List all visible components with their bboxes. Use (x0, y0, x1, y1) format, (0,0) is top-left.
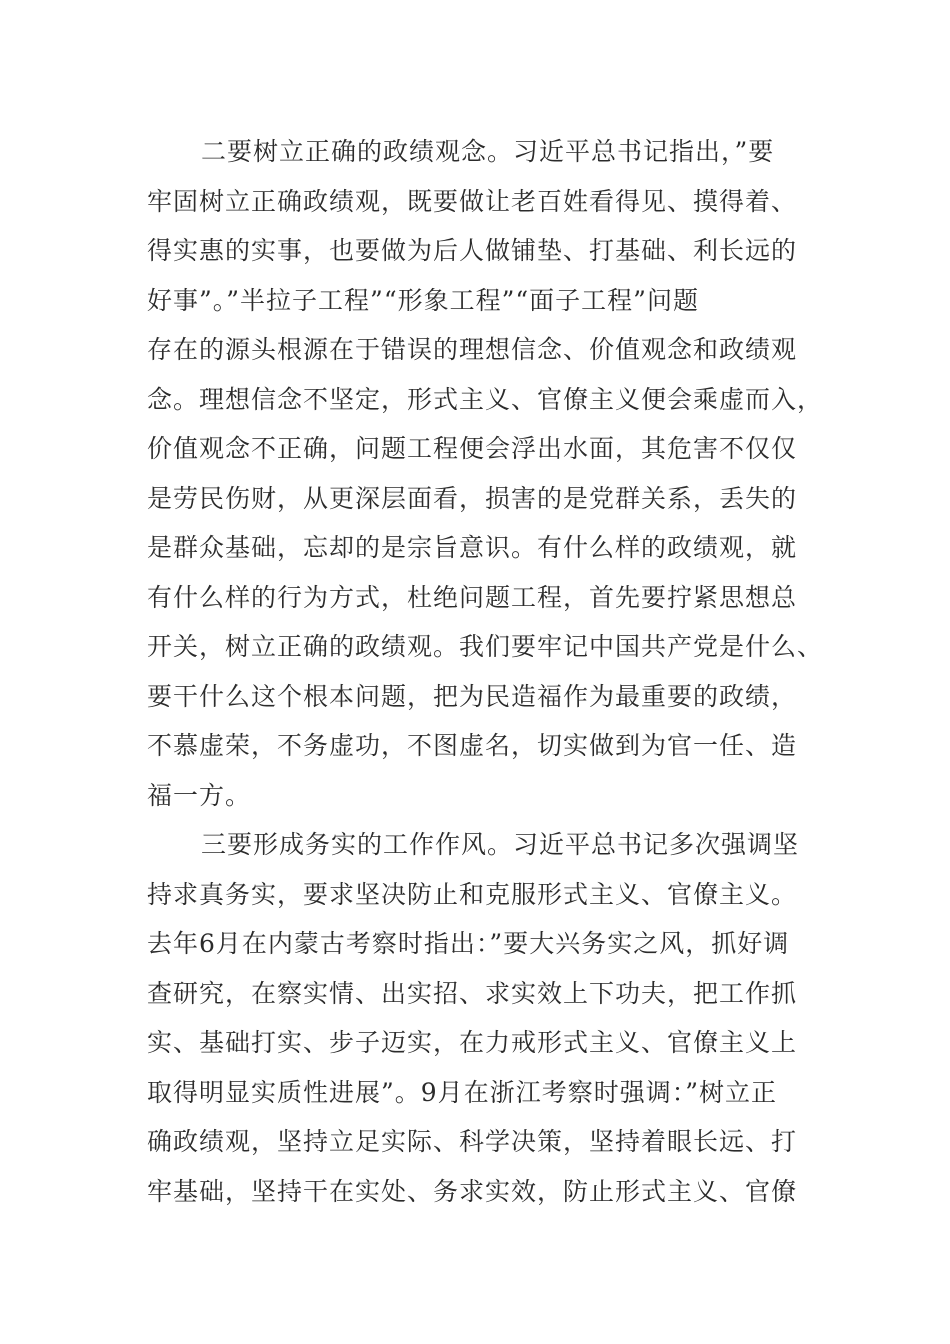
text-line: 取得明显实质性进展”。9月在浙江考察时强调：”树立正 (147, 1077, 777, 1107)
text-line: 是群众基础，忘却的是宗旨意识。有什么样的政绩观，就 (147, 533, 798, 562)
text-line: 开关，树立正确的政绩观。我们要牢记中国共产党是什么、 (147, 632, 824, 661)
text-line: 福一方。 (147, 780, 252, 810)
document-body (147, 127, 824, 1216)
text-line: 牢基础，坚持干在实处、务求实效，防止形式主义、官僚 (147, 1176, 798, 1206)
text-line: 价值观念不正确，问题工程便会浮出水面，其危害不仅仅 (147, 434, 798, 463)
text-line: 查研究，在察实情、出实招、求实效上下功夫，把工作抓 (147, 978, 798, 1008)
text-line: 持求真务实，要求坚决防止和克服形式主义、官僚主义。 (147, 879, 798, 909)
text-line: 确政绩观，坚持立足实际、科学决策，坚持着眼长远、打 (147, 1127, 798, 1156)
text-line: 实、基础打实、步子迈实，在力戒形式主义、官僚主义上 (147, 1028, 798, 1057)
text-line: 得实惠的实事，也要做为后人做铺垫、打基础、利长远的 (147, 236, 798, 265)
text-line: 存在的源头根源在于错误的理想信念、价值观念和政绩观 (147, 335, 798, 364)
text-line: 要干什么这个根本问题，把为民造福作为最重要的政绩， (147, 681, 798, 711)
paragraph-political-achievement (147, 127, 824, 820)
text-line: 牢固树立正确政绩观，既要做让老百姓看得见、摸得着、 (147, 186, 798, 216)
text-line: 好事”。”半拉子工程”“形象工程”“面子工程”问题 (147, 285, 699, 315)
text-line: 三要形成务实的工作作风。习近平总书记多次强调坚 (201, 830, 800, 859)
text-line: 不慕虚荣，不务虚功，不图虚名，切实做到为官一任、造 (147, 731, 798, 760)
text-line: 是劳民伤财，从更深层面看，损害的是党群关系，丢失的 (147, 483, 798, 513)
text-line: 去年6月在内蒙古考察时指出：”要大兴务实之风，抓好调 (147, 929, 790, 958)
text-line: 有什么样的行为方式，杜绝问题工程，首先要拧紧思想总 (147, 582, 798, 612)
text-line: 二要树立正确的政绩观念。习近平总书记指出，”要 (201, 137, 775, 166)
paragraph-work-style (147, 820, 807, 1216)
text-line: 念。理想信念不坚定，形式主义、官僚主义便会乘虚而入， (147, 384, 824, 414)
